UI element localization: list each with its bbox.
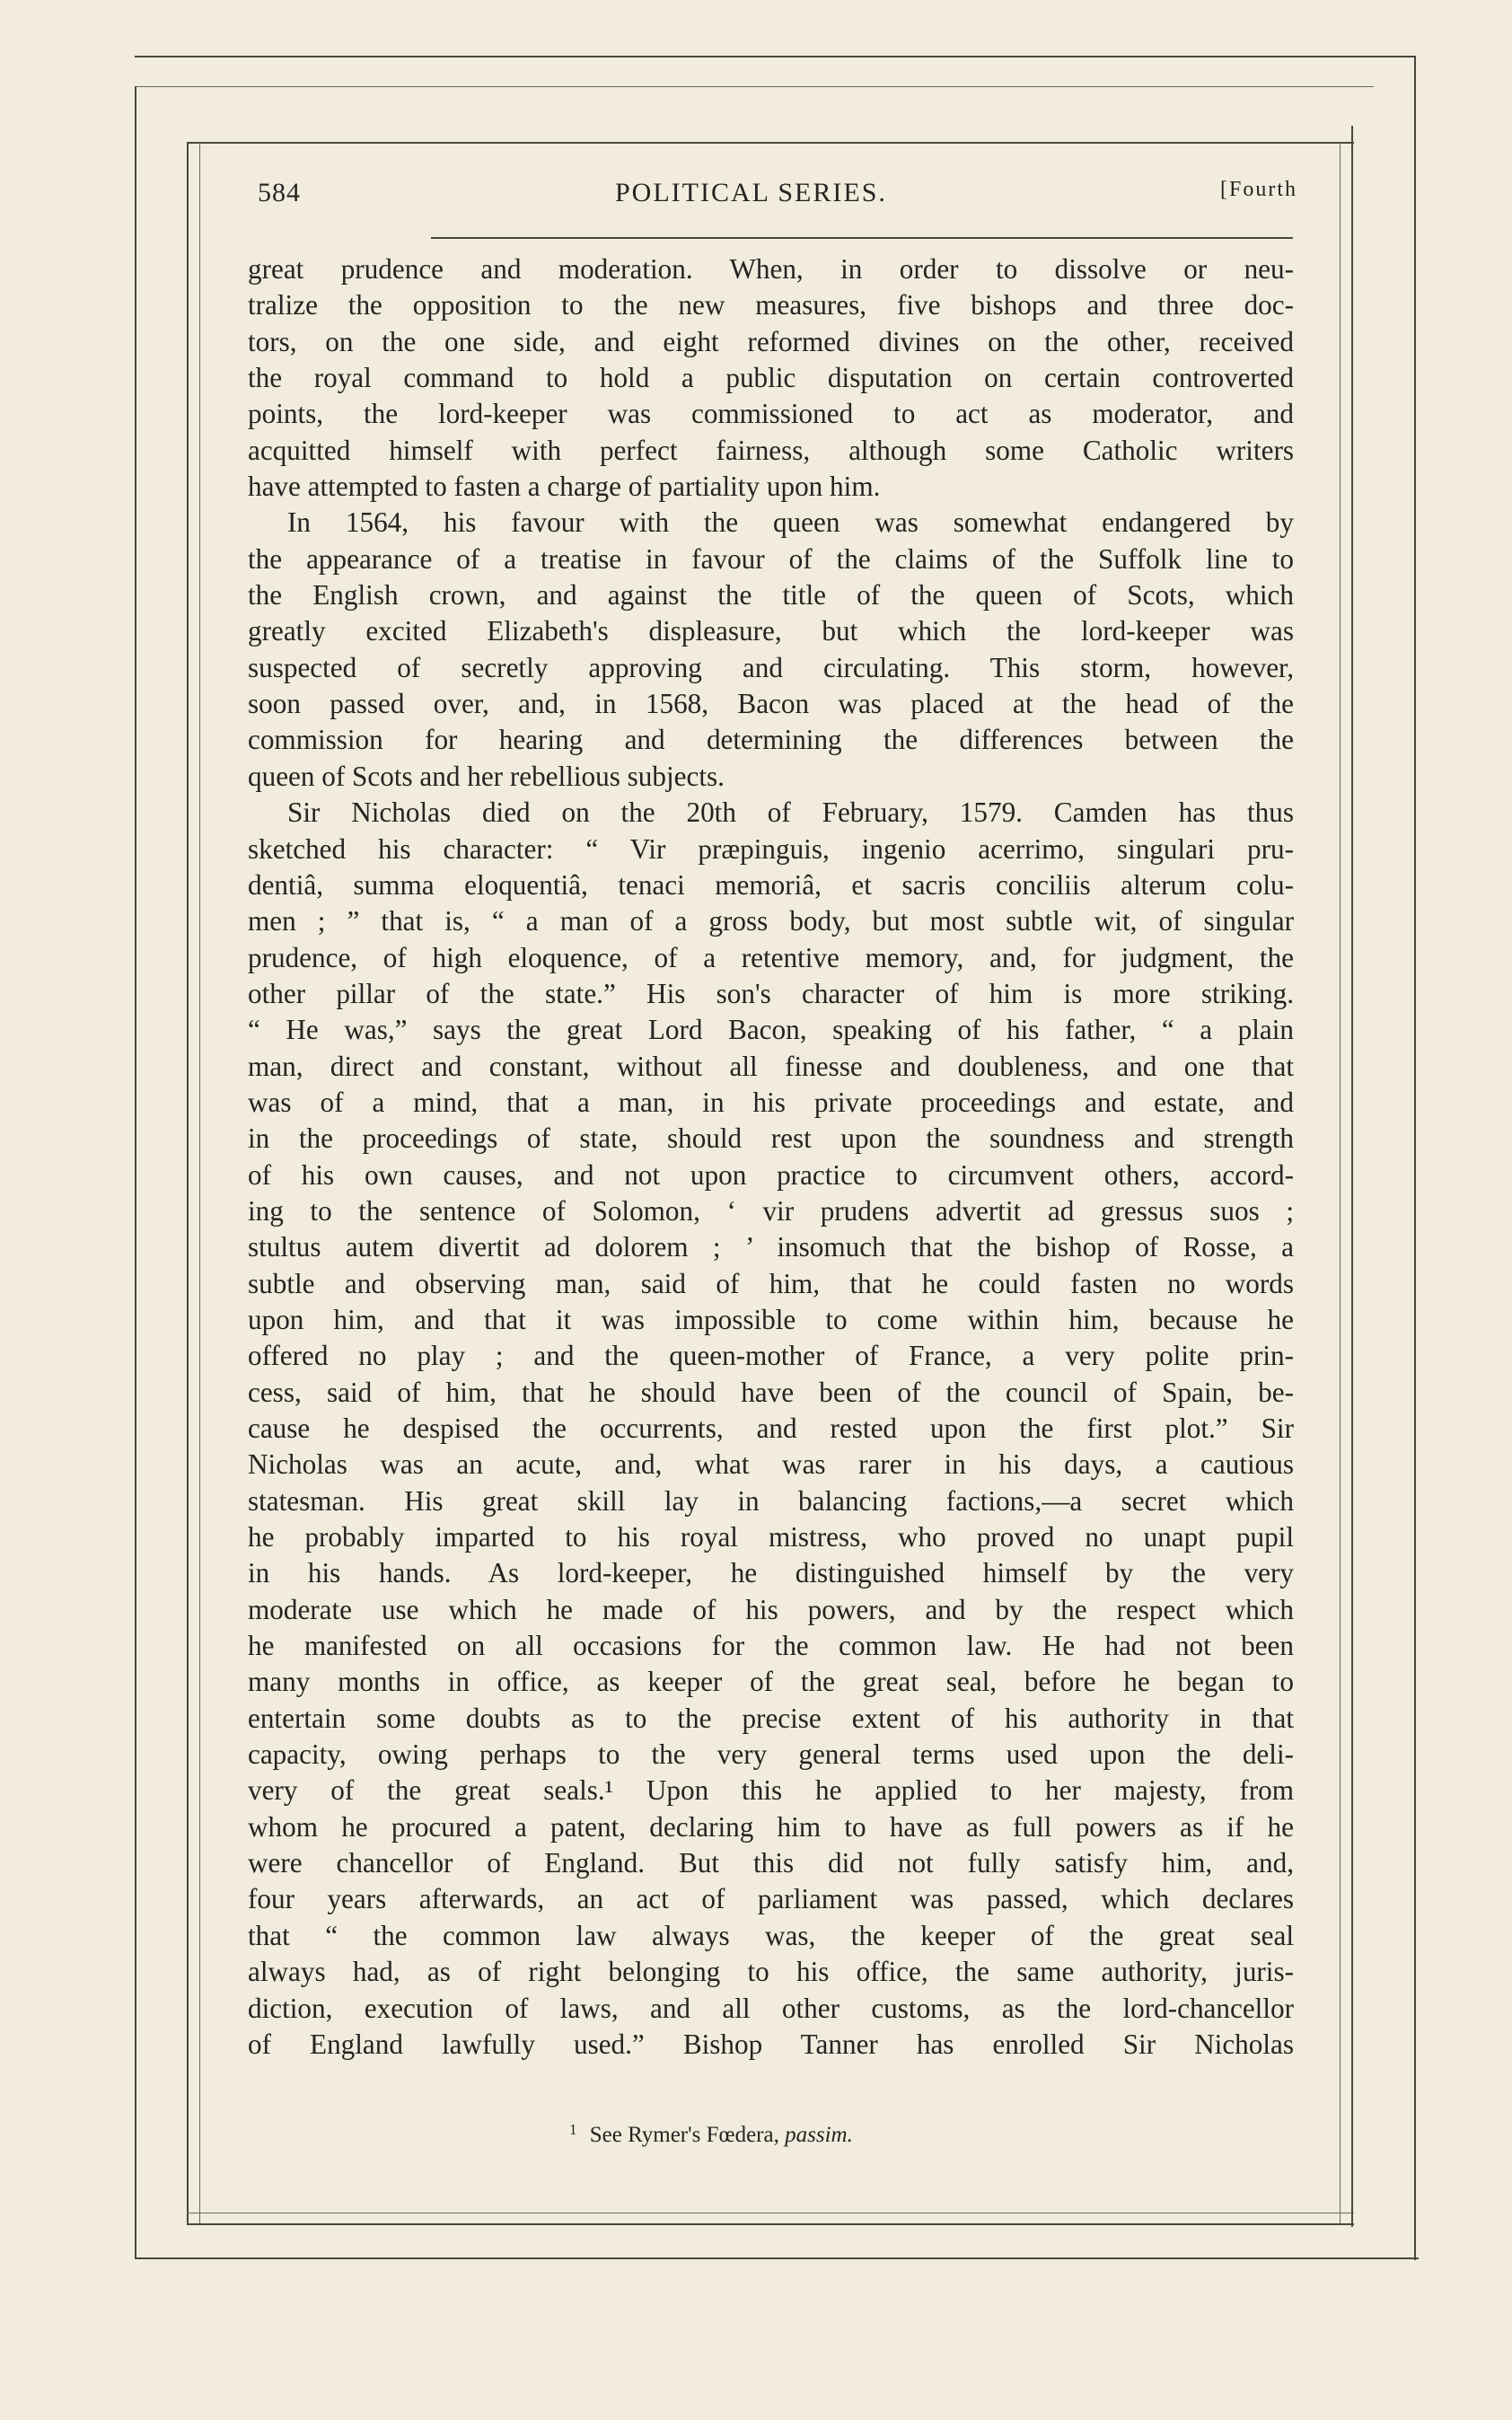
frame-rule <box>187 142 1354 144</box>
text-line: of his own causes, and not upon practice to circumvent others, accord- <box>248 1158 1294 1191</box>
text-line: Nicholas was an acute, and, what was rarer in his days, a cautious <box>248 1448 1294 1481</box>
running-title: POLITICAL SERIES. <box>615 178 887 207</box>
text-line: In 1564, his favour with the queen was somewhat endangered by <box>287 506 1294 539</box>
text-line: tors, on the one side, and eight reformed divines on the other, received <box>248 325 1294 357</box>
text-line: stultus autem divertit ad dolorem ; ’ insomuch that the bishop of Rosse, a <box>248 1231 1294 1263</box>
header-rule <box>431 237 1293 239</box>
text-line: upon him, and that it was impossible to come within him, because he <box>248 1303 1294 1335</box>
text-line: other pillar of the state.” His son's character of him is more striking. <box>248 977 1294 1009</box>
text-line: always had, as of right belonging to his office, the same authority, juris- <box>248 1956 1294 1988</box>
text-line: were chancellor of England. But this did not fully satisfy him, and, <box>248 1847 1294 1879</box>
frame-rule <box>135 86 136 2257</box>
text-line: sketched his character: “ Vir præpinguis, ingenio acerrimo, singulari pru- <box>248 832 1294 865</box>
text-line: in the proceedings of state, should rest upon the soundness and strength <box>248 1122 1294 1155</box>
text-line: greatly excited Elizabeth's displeasure, but which the lord-keeper was <box>248 615 1294 647</box>
text-line: tralize the opposition to the new measures, five bishops and three doc- <box>248 289 1294 321</box>
text-line: commission for hearing and determining the differences between the <box>248 724 1294 756</box>
text-line: great prudence and moderation. When, in order to dissolve or neu- <box>248 253 1294 285</box>
text-line: diction, execution of laws, and all other customs, as the lord-chancellor <box>248 1992 1294 2024</box>
frame-rule <box>187 142 189 2223</box>
body-text <box>248 251 1294 2063</box>
text-line: subtle and observing man, said of him, that he could fasten no words <box>248 1267 1294 1299</box>
running-header <box>247 178 1297 223</box>
text-line: statesman. His great skill lay in balancing factions,—a secret which <box>248 1484 1294 1517</box>
text-line: was of a mind, that a man, in his private proceedings and estate, and <box>248 1086 1294 1118</box>
footnote-text: See Rymer's Fœdera, <box>589 2123 779 2147</box>
frame-rule <box>187 2223 1354 2225</box>
text-line: entertain some doubts as to the precise extent of his authority in that <box>248 1702 1294 1734</box>
text-line: men ; ” that is, “ a man of a gross body, but most subtle wit, of singular <box>248 905 1294 937</box>
text-line: whom he procured a patent, declaring him to have as full powers as if he <box>248 1810 1294 1843</box>
text-line: man, direct and constant, without all finesse and doubleness, and one that <box>248 1050 1294 1082</box>
text-line: four years afterwards, an act of parliament was passed, which declares <box>248 1883 1294 1915</box>
footnote-mark: 1 <box>569 2121 577 2138</box>
text-line: he probably imparted to his royal mistress, who proved no unapt pupil <box>248 1521 1294 1553</box>
frame-rule <box>135 56 1414 57</box>
text-line: cause he despised the occurrents, and rested upon the first plot.” Sir <box>248 1412 1294 1444</box>
footnote <box>569 2121 853 2148</box>
text-line: capacity, owing perhaps to the very general terms used upon the deli- <box>248 1738 1294 1771</box>
text-line: Sir Nicholas died on the 20th of February, 1579. Camden has thus <box>287 796 1294 829</box>
text-line: have attempted to fasten a charge of partiality upon him. <box>248 471 881 503</box>
text-line: many months in office, as keeper of the great seal, before he began to <box>248 1666 1294 1698</box>
frame-rule <box>135 2257 1419 2259</box>
frame-rule <box>199 142 200 2223</box>
text-line: offered no play ; and the queen-mother of France, a very polite prin- <box>248 1340 1294 1372</box>
frame-rule <box>1340 142 1341 2223</box>
text-line: acquitted himself with perfect fairness, although some Catholic writers <box>248 434 1294 466</box>
text-line: the English crown, and against the title of the queen of Scots, which <box>248 579 1294 612</box>
text-line: the appearance of a treatise in favour of the claims of the Suffolk line to <box>248 542 1294 575</box>
text-line: soon passed over, and, in 1568, Bacon was placed at the head of the <box>248 688 1294 720</box>
page-number: 584 <box>258 178 301 207</box>
text-line: queen of Scots and her rebellious subjects. <box>248 760 725 792</box>
text-line: the royal command to hold a public disputation on certain controverted <box>248 362 1294 394</box>
frame-rule <box>1414 56 1416 2260</box>
frame-rule <box>1351 126 1353 2227</box>
text-line: ing to the sentence of Solomon, ‘ vir prudens advertit ad gressus suos ; <box>248 1194 1294 1227</box>
text-line: suspected of secretly approving and circulating. This storm, however, <box>248 651 1294 683</box>
text-line: “ He was,” says the great Lord Bacon, speaking of his father, “ a plain <box>248 1014 1294 1046</box>
text-line: moderate use which he made of his powers, and by the respect which <box>248 1593 1294 1625</box>
text-line: points, the lord-keeper was commissioned to act as moderator, and <box>248 398 1294 430</box>
text-line: of England lawfully used.” Bishop Tanner has enrolled Sir Nicholas <box>248 2028 1294 2060</box>
text-line: cess, said of him, that he should have been of the council of Spain, be- <box>248 1376 1294 1408</box>
text-line: in his hands. As lord-keeper, he distinguished himself by the very <box>248 1557 1294 1589</box>
frame-rule <box>135 86 1374 87</box>
text-line: very of the great seals.¹ Upon this he applied to her majesty, from <box>248 1774 1294 1807</box>
footnote-italic: passim. <box>785 2123 853 2147</box>
text-line: that “ the common law always was, the keeper of the great seal <box>248 1919 1294 1951</box>
text-line: prudence, of high eloquence, of a retentive memory, and, for judgment, the <box>248 941 1294 973</box>
section-mark: [Fourth <box>1220 178 1297 201</box>
text-line: he manifested on all occasions for the common law. He had not been <box>248 1630 1294 1662</box>
text-line: dentiâ, summa eloquentiâ, tenaci memoriâ, et sacris conciliis alterum colu- <box>248 868 1294 901</box>
